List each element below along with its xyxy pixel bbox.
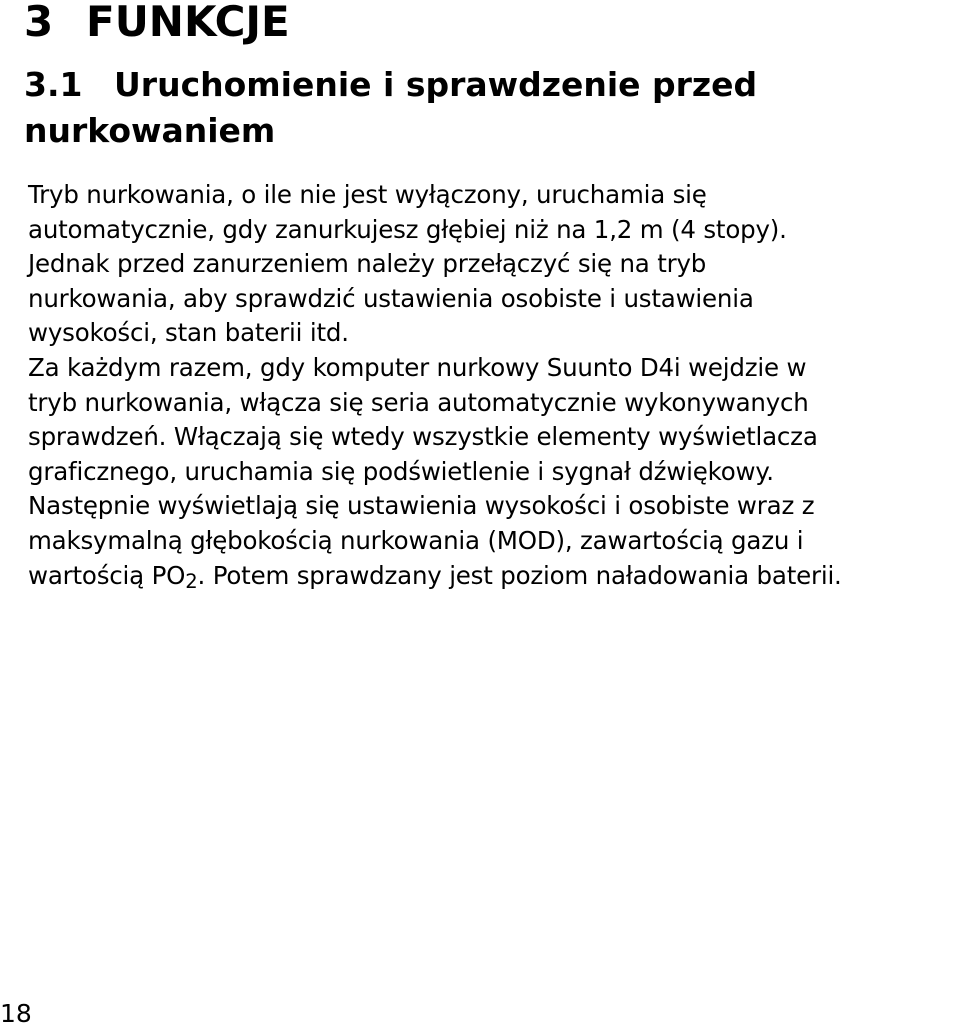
- text-line: automatycznie, gdy zanurkujesz głębiej niż na 1,2 m (4 stopy).: [28, 214, 787, 244]
- text-segment: wartością PO: [28, 560, 186, 590]
- text-segment: . Potem sprawdzany jest poziom naładowania baterii.: [197, 560, 842, 590]
- section-title: Uruchomienie i sprawdzenie przed nurkowaniem: [24, 65, 758, 150]
- subscript: 2: [185, 569, 198, 593]
- paragraph-automatic-checks: [28, 351, 958, 593]
- paragraph-dive-mode-activation: [28, 178, 958, 351]
- chapter-heading: [24, 0, 290, 48]
- text-line: maksymalną głębokością nurkowania (MOD), zawartością gazu i: [28, 525, 804, 555]
- page-number: 18: [0, 999, 32, 1028]
- text-line: Za każdym razem, gdy komputer nurkowy Suunto D4i wejdzie w: [28, 352, 807, 382]
- text-line: sprawdzeń. Włączają się wtedy wszystkie elementy wyświetlacza: [28, 422, 818, 452]
- text-line: Jednak przed zanurzeniem należy przełączyć się na tryb: [28, 249, 707, 279]
- text-line: graficznego, uruchamia się podświetlenie i sygnał dźwiękowy.: [28, 456, 774, 486]
- section-number: 3.1: [24, 65, 83, 104]
- text-line-with-subscript: [28, 559, 958, 594]
- text-line: tryb nurkowania, włącza się seria automatycznie wykonywanych: [28, 387, 809, 417]
- section-heading: [24, 62, 924, 154]
- chapter-number: 3: [24, 0, 54, 46]
- text-line: Następnie wyświetlają się ustawienia wysokości i osobiste wraz z: [28, 491, 815, 521]
- text-line: wysokości, stan baterii itd.: [28, 318, 349, 348]
- text-line: Tryb nurkowania, o ile nie jest wyłączony, uruchamia się: [28, 180, 707, 209]
- body-text: [28, 178, 958, 593]
- chapter-title: FUNKCJE: [86, 0, 290, 46]
- text-line: nurkowania, aby sprawdzić ustawienia osobiste i ustawienia: [28, 283, 754, 313]
